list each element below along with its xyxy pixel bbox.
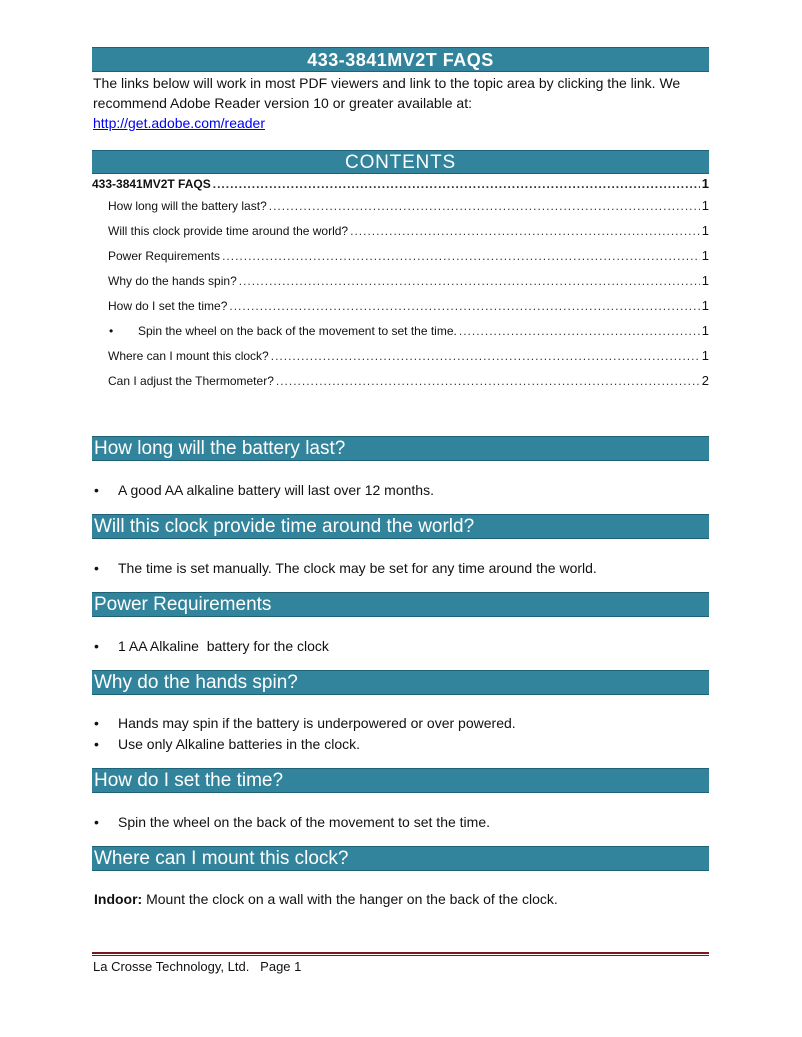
footer-rule bbox=[92, 952, 709, 954]
toc-item[interactable] bbox=[92, 273, 709, 298]
toc-item-page: 1 bbox=[701, 298, 709, 313]
list-item bbox=[92, 812, 709, 833]
footer-rule bbox=[92, 955, 709, 956]
toc-item-label: How long will the battery last? bbox=[108, 199, 267, 213]
bullet-icon: • bbox=[94, 814, 99, 830]
list-item-text: Hands may spin if the battery is underpowered or over powered. bbox=[118, 715, 516, 731]
toc-item[interactable] bbox=[92, 373, 709, 398]
list-item bbox=[92, 713, 709, 734]
bullet-icon: • bbox=[94, 638, 99, 654]
section-heading: Why do the hands spin? bbox=[92, 670, 709, 695]
toc-item[interactable] bbox=[92, 176, 709, 198]
bullet-icon: • bbox=[94, 560, 99, 576]
list-item bbox=[92, 734, 709, 755]
toc-item-page: 1 bbox=[701, 348, 709, 363]
toc-item[interactable] bbox=[92, 348, 709, 373]
toc-leader bbox=[271, 349, 700, 363]
toc-item-page: 1 bbox=[701, 223, 709, 238]
section-battery bbox=[92, 436, 709, 501]
section-heading: Power Requirements bbox=[92, 592, 709, 617]
bullet-icon: • bbox=[94, 482, 99, 498]
toc-leader bbox=[222, 249, 700, 263]
toc-item[interactable] bbox=[92, 298, 709, 323]
contents-heading: CONTENTS bbox=[92, 150, 709, 174]
list-item-text: Use only Alkaline batteries in the clock. bbox=[118, 736, 361, 752]
section-mount bbox=[92, 846, 709, 909]
toc-item-page: 1 bbox=[701, 248, 709, 263]
bullet-icon: • bbox=[109, 324, 114, 338]
section-spin bbox=[92, 670, 709, 755]
mount-text: Mount the clock on a wall with the hanger on the back of the clock. bbox=[142, 891, 558, 907]
toc-item-page: 2 bbox=[701, 373, 709, 388]
section-heading: How long will the battery last? bbox=[92, 436, 709, 461]
toc-item[interactable] bbox=[92, 198, 709, 223]
bullet-list bbox=[92, 558, 709, 579]
toc-leader bbox=[350, 224, 700, 238]
bullet-icon: • bbox=[94, 715, 99, 731]
toc-item-label: Spin the wheel on the back of the movement to set the time. bbox=[138, 324, 457, 338]
toc-item-page: 1 bbox=[701, 198, 709, 213]
toc-item-page: 1 bbox=[701, 323, 709, 338]
list-item bbox=[92, 636, 709, 657]
list-item bbox=[92, 558, 709, 579]
toc-leader bbox=[276, 374, 700, 388]
table-of-contents bbox=[92, 176, 709, 398]
section-set-time bbox=[92, 768, 709, 833]
bullet-list bbox=[92, 812, 709, 833]
toc-item-label: How do I set the time? bbox=[108, 299, 228, 313]
toc-item-page: 1 bbox=[701, 176, 709, 191]
bullet-list bbox=[92, 480, 709, 501]
adobe-reader-link[interactable]: http://get.adobe.com/reader bbox=[93, 115, 265, 131]
document-title: 433-3841MV2T FAQS bbox=[92, 47, 709, 72]
toc-item-label: Why do the hands spin? bbox=[108, 274, 237, 288]
bullet-list bbox=[92, 713, 709, 755]
list-item-text: 1 AA Alkaline battery for the clock bbox=[118, 638, 329, 654]
section-world bbox=[92, 514, 709, 579]
mount-label: Indoor: bbox=[94, 891, 143, 907]
toc-item[interactable] bbox=[92, 248, 709, 273]
toc-leader bbox=[269, 199, 700, 213]
toc-item-page: 1 bbox=[701, 273, 709, 288]
toc-item[interactable] bbox=[92, 323, 709, 348]
intro-text: The links below will work in most PDF viewers and link to the topic area by clicking the link. We recommend Adobe Reader version 10 or greater available at: bbox=[93, 75, 681, 111]
toc-leader bbox=[213, 177, 700, 191]
section-heading: Will this clock provide time around the world? bbox=[92, 514, 709, 539]
bullet-list bbox=[92, 636, 709, 657]
list-item-text: The time is set manually. The clock may be set for any time around the world. bbox=[118, 560, 597, 576]
intro-paragraph bbox=[93, 73, 703, 133]
bullet-icon: • bbox=[94, 736, 99, 752]
list-item-text: Spin the wheel on the back of the movement to set the time. bbox=[118, 814, 490, 830]
list-item-text: A good AA alkaline battery will last over 12 months. bbox=[118, 482, 434, 498]
mount-paragraph bbox=[92, 889, 709, 909]
toc-item-label: Will this clock provide time around the world? bbox=[108, 224, 349, 238]
toc-leader bbox=[229, 299, 699, 313]
section-power bbox=[92, 592, 709, 657]
page-footer: La Crosse Technology, Ltd. Page 1 bbox=[93, 959, 302, 974]
toc-leader bbox=[459, 324, 700, 338]
list-item bbox=[92, 480, 709, 501]
toc-item-label: Where can I mount this clock? bbox=[108, 349, 269, 363]
toc-item-label: Power Requirements bbox=[108, 249, 221, 263]
toc-item[interactable] bbox=[92, 223, 709, 248]
section-heading: Where can I mount this clock? bbox=[92, 846, 709, 871]
toc-item-label: 433-3841MV2T FAQS bbox=[92, 177, 211, 191]
toc-leader bbox=[239, 274, 700, 288]
toc-item-label: Can I adjust the Thermometer? bbox=[108, 374, 274, 388]
section-heading: How do I set the time? bbox=[92, 768, 709, 793]
